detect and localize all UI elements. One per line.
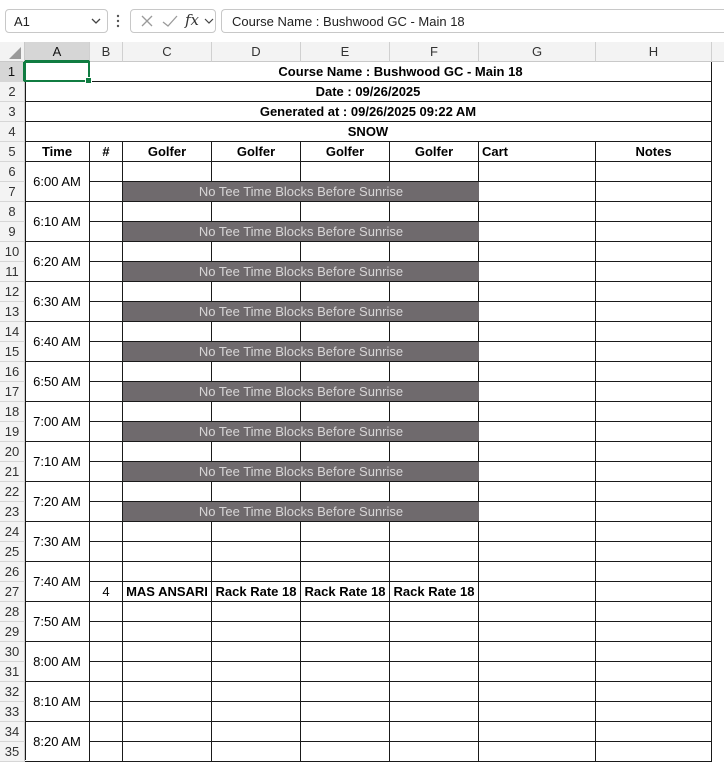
column-header-c[interactable]: C — [123, 42, 212, 62]
grid-cell[interactable] — [123, 562, 212, 582]
grid-cell[interactable] — [479, 622, 596, 642]
grid-cell[interactable] — [390, 682, 479, 702]
grid-cell[interactable] — [479, 542, 596, 562]
grid-cell[interactable] — [479, 722, 596, 742]
time-cell[interactable]: 6:50 AM — [25, 362, 90, 402]
name-box[interactable] — [5, 9, 108, 33]
enter-check-icon[interactable] — [161, 12, 179, 35]
grid-cell[interactable] — [301, 242, 390, 262]
row-header[interactable]: 35 — [0, 742, 25, 762]
grid-cell[interactable] — [123, 282, 212, 302]
grid-cell[interactable] — [479, 242, 596, 262]
time-cell[interactable]: 8:00 AM — [25, 642, 90, 682]
grid-cell[interactable] — [123, 622, 212, 642]
grid-cell[interactable] — [90, 722, 123, 742]
active-cell-a1[interactable] — [24, 61, 90, 82]
grid-cell[interactable] — [596, 522, 712, 542]
grid-cell[interactable] — [90, 302, 123, 322]
row-header[interactable]: 18 — [0, 402, 25, 422]
grid-cell[interactable] — [596, 262, 712, 282]
grid-cell[interactable] — [596, 502, 712, 522]
row-header[interactable]: 13 — [0, 302, 25, 322]
grid-cell[interactable] — [90, 422, 123, 442]
grid-cell[interactable] — [301, 442, 390, 462]
grid-cell[interactable] — [596, 322, 712, 342]
time-cell[interactable]: 7:00 AM — [25, 402, 90, 442]
grid-cell[interactable] — [123, 602, 212, 622]
time-cell[interactable]: 6:40 AM — [25, 322, 90, 362]
grid-cell[interactable] — [596, 702, 712, 722]
grid-cell[interactable] — [479, 302, 596, 322]
course-name-title[interactable]: Course Name : Bushwood GC - Main 18 — [90, 62, 712, 82]
grid-cell[interactable] — [301, 162, 390, 182]
row-header[interactable]: 33 — [0, 702, 25, 722]
grid-cell[interactable] — [479, 342, 596, 362]
grid-cell[interactable] — [212, 482, 301, 502]
golfer-cell[interactable]: Rack Rate 18 — [390, 582, 479, 602]
grid-cell[interactable] — [90, 522, 123, 542]
grid-cell[interactable] — [596, 182, 712, 202]
grid-cell[interactable] — [123, 402, 212, 422]
generated-title[interactable]: Generated at : 09/26/2025 09:22 AM — [25, 102, 712, 122]
grid-cell[interactable] — [596, 222, 712, 242]
grid-cell[interactable] — [123, 482, 212, 502]
row-header[interactable]: 2 — [0, 82, 25, 102]
grid-cell[interactable] — [212, 562, 301, 582]
player-count-cell[interactable]: 4 — [90, 582, 123, 602]
grid-cell[interactable] — [90, 622, 123, 642]
grid-cell[interactable] — [390, 442, 479, 462]
grid-cell[interactable] — [90, 742, 123, 762]
weather-title[interactable]: SNOW — [25, 122, 712, 142]
grid-cell[interactable] — [301, 362, 390, 382]
column-header-e[interactable]: E — [301, 42, 390, 62]
grid-cell[interactable] — [90, 322, 123, 342]
time-cell[interactable]: 6:00 AM — [25, 162, 90, 202]
grid-cell[interactable] — [301, 602, 390, 622]
grid-cell[interactable] — [596, 442, 712, 462]
grid-cell[interactable] — [479, 202, 596, 222]
chevron-down-icon[interactable] — [89, 14, 103, 28]
grid-cell[interactable] — [479, 262, 596, 282]
grid-cell[interactable] — [90, 462, 123, 482]
grid-cell[interactable] — [90, 282, 123, 302]
header-number[interactable]: # — [90, 142, 123, 162]
grid-cell[interactable] — [479, 442, 596, 462]
grid-cell[interactable] — [390, 722, 479, 742]
time-cell[interactable]: 7:50 AM — [25, 602, 90, 642]
date-title[interactable]: Date : 09/26/2025 — [25, 82, 712, 102]
grid-cell[interactable] — [596, 462, 712, 482]
grid-cell[interactable] — [479, 222, 596, 242]
grid-cell[interactable] — [390, 362, 479, 382]
grid-cell[interactable] — [212, 542, 301, 562]
column-header-next[interactable] — [712, 42, 724, 62]
sunrise-block[interactable]: No Tee Time Blocks Before Sunrise — [123, 222, 479, 242]
grid-cell[interactable] — [479, 582, 596, 602]
grid-cell[interactable] — [479, 522, 596, 542]
grid-cell[interactable] — [301, 622, 390, 642]
grid-cell[interactable] — [301, 642, 390, 662]
formula-input[interactable] — [221, 9, 724, 33]
row-header[interactable]: 12 — [0, 282, 25, 302]
time-cell[interactable]: 7:10 AM — [25, 442, 90, 482]
time-cell[interactable]: 6:30 AM — [25, 282, 90, 322]
grid-cell[interactable] — [390, 642, 479, 662]
grid-cell[interactable] — [390, 202, 479, 222]
column-header-h[interactable]: H — [596, 42, 712, 62]
grid-cell[interactable] — [90, 482, 123, 502]
grid-cell[interactable] — [123, 442, 212, 462]
golfer-cell[interactable]: Rack Rate 18 — [212, 582, 301, 602]
grid-cell[interactable] — [90, 222, 123, 242]
grid-cell[interactable] — [596, 482, 712, 502]
grid-cell[interactable] — [596, 662, 712, 682]
row-header[interactable]: 15 — [0, 342, 25, 362]
grid-cell[interactable] — [479, 682, 596, 702]
grid-cell[interactable] — [301, 702, 390, 722]
grid-cell[interactable] — [90, 542, 123, 562]
golfer-cell[interactable]: MAS ANSARI — [123, 582, 212, 602]
grid-cell[interactable] — [212, 702, 301, 722]
grid-cell[interactable] — [479, 382, 596, 402]
header-cart[interactable]: Cart — [479, 142, 596, 162]
grid-cell[interactable] — [596, 622, 712, 642]
formula-bar-area — [0, 0, 724, 42]
grid-cell[interactable] — [596, 542, 712, 562]
grid-cell[interactable] — [212, 642, 301, 662]
grid-cell[interactable] — [212, 322, 301, 342]
grid-cell[interactable] — [596, 682, 712, 702]
grid-cell[interactable] — [596, 602, 712, 622]
grid-cell[interactable] — [212, 242, 301, 262]
grid-cell[interactable] — [390, 562, 479, 582]
grid-cell[interactable] — [123, 682, 212, 702]
grid-cell[interactable] — [123, 362, 212, 382]
sunrise-block[interactable]: No Tee Time Blocks Before Sunrise — [123, 502, 479, 522]
sunrise-block[interactable]: No Tee Time Blocks Before Sunrise — [123, 262, 479, 282]
column-header-d[interactable]: D — [212, 42, 301, 62]
grid-cell[interactable] — [390, 482, 479, 502]
grid-cell[interactable] — [596, 642, 712, 662]
row-header[interactable]: 7 — [0, 182, 25, 202]
formula-buttons — [130, 9, 216, 33]
grid-cell[interactable] — [123, 522, 212, 542]
row-header[interactable]: 29 — [0, 622, 25, 642]
grid-cell[interactable] — [390, 242, 479, 262]
grid-cell[interactable] — [390, 322, 479, 342]
column-header-f[interactable]: F — [390, 42, 479, 62]
sunrise-block[interactable]: No Tee Time Blocks Before Sunrise — [123, 342, 479, 362]
grid-cell[interactable] — [596, 402, 712, 422]
formula-value: Course Name : Bushwood GC - Main 18 — [232, 13, 465, 29]
grid-cell[interactable] — [390, 622, 479, 642]
row-header[interactable]: 11 — [0, 262, 25, 282]
row-header[interactable]: 16 — [0, 362, 25, 382]
grid-cell[interactable] — [390, 742, 479, 762]
sunrise-block[interactable]: No Tee Time Blocks Before Sunrise — [123, 302, 479, 322]
grid-cell[interactable] — [212, 442, 301, 462]
grid-cell[interactable] — [596, 302, 712, 322]
grid-cell[interactable] — [301, 522, 390, 542]
header-golfer-4[interactable]: Golfer — [390, 142, 479, 162]
grid-cell[interactable] — [90, 362, 123, 382]
grid-cell[interactable] — [596, 362, 712, 382]
grid-cell[interactable] — [301, 562, 390, 582]
grid-cell[interactable] — [596, 582, 712, 602]
grid-cell[interactable] — [390, 662, 479, 682]
row-header[interactable]: 30 — [0, 642, 25, 662]
grid-cell[interactable] — [301, 202, 390, 222]
grid-cell[interactable] — [479, 502, 596, 522]
row-header[interactable]: 24 — [0, 522, 25, 542]
time-cell[interactable]: 6:10 AM — [25, 202, 90, 242]
grid-cell[interactable] — [212, 622, 301, 642]
row-header[interactable]: 27 — [0, 582, 25, 602]
grid-cell[interactable] — [479, 702, 596, 722]
grid-cell[interactable] — [390, 162, 479, 182]
sunrise-block[interactable]: No Tee Time Blocks Before Sunrise — [123, 182, 479, 202]
grid-cell[interactable] — [596, 722, 712, 742]
grid-cell[interactable] — [212, 682, 301, 702]
grid-cell[interactable] — [123, 742, 212, 762]
header-golfer-1[interactable]: Golfer — [123, 142, 212, 162]
grid-cell[interactable] — [479, 402, 596, 422]
row-header[interactable]: 32 — [0, 682, 25, 702]
grid-cell[interactable] — [596, 562, 712, 582]
grid-cell[interactable] — [596, 282, 712, 302]
grid-cell[interactable] — [123, 322, 212, 342]
grid-cell[interactable] — [301, 662, 390, 682]
time-cell[interactable]: 8:10 AM — [25, 682, 90, 722]
grid-cell[interactable] — [479, 422, 596, 442]
grid-cell[interactable] — [90, 642, 123, 662]
grid-cell[interactable] — [596, 162, 712, 182]
grid-cell[interactable] — [390, 702, 479, 722]
time-cell[interactable]: 7:20 AM — [25, 482, 90, 522]
grid-cell[interactable] — [479, 602, 596, 622]
header-notes[interactable]: Notes — [596, 142, 712, 162]
select-all-corner[interactable] — [0, 42, 25, 62]
grid-cell[interactable] — [596, 742, 712, 762]
grid-cell[interactable] — [90, 242, 123, 262]
grid-cell[interactable] — [479, 182, 596, 202]
grid-cell[interactable] — [90, 262, 123, 282]
select-all-icon — [0, 42, 24, 61]
row-header[interactable]: 20 — [0, 442, 25, 462]
header-golfer-2[interactable]: Golfer — [212, 142, 301, 162]
grid-cell[interactable] — [596, 202, 712, 222]
grid-cell[interactable] — [479, 322, 596, 342]
grid-cell[interactable] — [90, 702, 123, 722]
grid-cell[interactable] — [301, 742, 390, 762]
grid-cell[interactable] — [90, 662, 123, 682]
more-options-icon[interactable] — [114, 12, 122, 30]
row-header[interactable]: 17 — [0, 382, 25, 402]
grid-cell[interactable] — [479, 282, 596, 302]
grid-cell[interactable] — [123, 202, 212, 222]
header-time[interactable]: Time — [25, 142, 90, 162]
grid-cell[interactable] — [90, 682, 123, 702]
sunrise-block[interactable]: No Tee Time Blocks Before Sunrise — [123, 382, 479, 402]
row-header[interactable]: 28 — [0, 602, 25, 622]
row-header[interactable]: 6 — [0, 162, 25, 182]
column-header-a[interactable]: A — [25, 42, 90, 62]
grid-cell[interactable] — [301, 482, 390, 502]
grid-cell[interactable] — [123, 542, 212, 562]
grid-cell[interactable] — [479, 162, 596, 182]
grid-cell[interactable] — [90, 502, 123, 522]
grid-cell[interactable] — [123, 642, 212, 662]
grid-cell[interactable] — [90, 162, 123, 182]
row-header[interactable]: 23 — [0, 502, 25, 522]
row-header[interactable]: 34 — [0, 722, 25, 742]
row-header[interactable]: 1 — [0, 62, 25, 82]
row-header[interactable]: 19 — [0, 422, 25, 442]
grid-cell[interactable] — [212, 662, 301, 682]
grid-cell[interactable] — [123, 662, 212, 682]
grid-cell[interactable] — [479, 562, 596, 582]
grid-cell[interactable] — [301, 722, 390, 742]
row-header[interactable]: 4 — [0, 122, 25, 142]
grid-cell[interactable] — [90, 402, 123, 422]
row-header[interactable]: 26 — [0, 562, 25, 582]
grid-cell[interactable] — [390, 542, 479, 562]
row-header[interactable]: 22 — [0, 482, 25, 502]
grid-cell[interactable] — [390, 522, 479, 542]
grid-cell[interactable] — [90, 342, 123, 362]
grid-cell[interactable] — [212, 722, 301, 742]
grid-cell[interactable] — [90, 202, 123, 222]
grid-cell[interactable] — [90, 602, 123, 622]
row-header[interactable]: 9 — [0, 222, 25, 242]
grid-cell[interactable] — [212, 742, 301, 762]
grid-cell[interactable] — [212, 162, 301, 182]
row-header[interactable]: 25 — [0, 542, 25, 562]
grid-cell[interactable] — [479, 482, 596, 502]
grid-cell[interactable] — [479, 362, 596, 382]
sunrise-block[interactable]: No Tee Time Blocks Before Sunrise — [123, 422, 479, 442]
column-header-b[interactable]: B — [90, 42, 123, 62]
time-cell[interactable]: 8:20 AM — [25, 722, 90, 762]
grid-cell[interactable] — [212, 282, 301, 302]
column-header-g[interactable]: G — [479, 42, 596, 62]
header-golfer-3[interactable]: Golfer — [301, 142, 390, 162]
grid-cell[interactable] — [90, 382, 123, 402]
grid-cell[interactable] — [479, 662, 596, 682]
time-cell[interactable]: 7:30 AM — [25, 522, 90, 562]
grid-cell[interactable] — [212, 522, 301, 542]
spreadsheet-grid — [0, 42, 724, 760]
time-cell[interactable]: 7:40 AM — [25, 562, 90, 602]
grid-cell[interactable] — [301, 322, 390, 342]
grid-cell[interactable] — [90, 442, 123, 462]
row-header[interactable]: 14 — [0, 322, 25, 342]
grid-cell[interactable] — [212, 202, 301, 222]
grid-cell[interactable] — [212, 362, 301, 382]
grid-cell[interactable] — [596, 382, 712, 402]
grid-cell[interactable] — [479, 742, 596, 762]
grid-cell[interactable] — [90, 182, 123, 202]
grid-cell[interactable] — [479, 642, 596, 662]
cancel-icon[interactable] — [139, 12, 155, 35]
grid-cell[interactable] — [390, 402, 479, 422]
grid-cell[interactable] — [301, 542, 390, 562]
grid-cell[interactable] — [479, 462, 596, 482]
grid-cell[interactable] — [301, 402, 390, 422]
insert-function-icon[interactable]: fx — [185, 11, 200, 29]
grid-cell[interactable] — [390, 282, 479, 302]
sunrise-block[interactable]: No Tee Time Blocks Before Sunrise — [123, 462, 479, 482]
expand-chevron-icon[interactable] — [203, 12, 215, 35]
row-header[interactable]: 8 — [0, 202, 25, 222]
grid-cell[interactable] — [390, 602, 479, 622]
grid-cell[interactable] — [301, 682, 390, 702]
golfer-cell[interactable]: Rack Rate 18 — [301, 582, 390, 602]
grid-cell[interactable] — [596, 242, 712, 262]
grid-cell[interactable] — [123, 722, 212, 742]
grid-cell[interactable] — [90, 562, 123, 582]
name-box-value: A1 — [14, 13, 30, 29]
row-header[interactable]: 21 — [0, 462, 25, 482]
grid-cell[interactable] — [596, 342, 712, 362]
grid-cell[interactable] — [596, 422, 712, 442]
grid-cell[interactable] — [123, 702, 212, 722]
grid-cell[interactable] — [212, 402, 301, 422]
row-header[interactable]: 31 — [0, 662, 25, 682]
row-header[interactable]: 3 — [0, 102, 25, 122]
row-header[interactable]: 5 — [0, 142, 25, 162]
row-header[interactable]: 10 — [0, 242, 25, 262]
grid-cell[interactable] — [301, 282, 390, 302]
grid-cell[interactable] — [212, 602, 301, 622]
grid-cell[interactable] — [123, 162, 212, 182]
grid-cell[interactable] — [123, 242, 212, 262]
time-cell[interactable]: 6:20 AM — [25, 242, 90, 282]
